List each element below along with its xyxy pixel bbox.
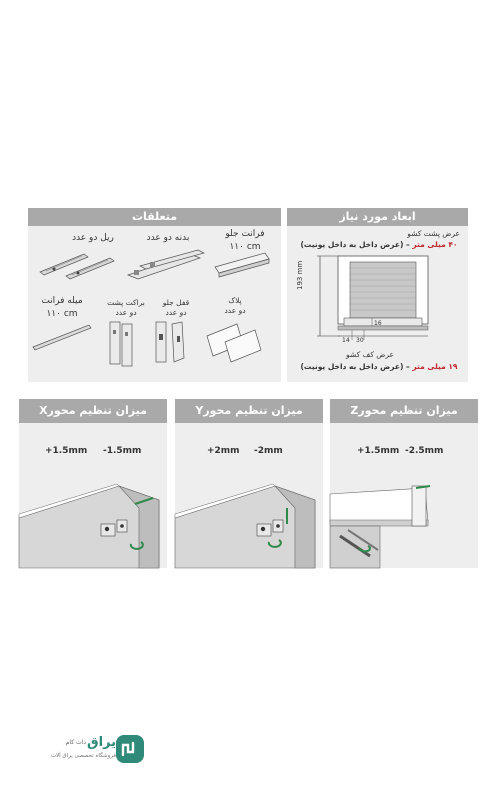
lock-illustration [152,318,192,368]
adjust-x-minus: -1.5mm [103,446,142,456]
accessory-rails-label: ریل دو عدد [72,233,114,243]
bottom-width-value: ۱۹ میلی متر [412,362,458,371]
adjust-z-plus: +1.5mm [357,446,400,456]
accessory-bracket-label: براکت پشت [107,298,145,307]
dim-16: 16 [374,320,382,327]
accessories-title: متعلقات [28,208,281,226]
sides-illustration [128,250,208,280]
bracket-illustration [108,320,138,370]
logo-tagline: فروشگاه تخصصی یراق آلات [50,753,116,759]
adjust-x-plus: +1.5mm [45,446,88,456]
bottom-width-note: – (عرض داخل به داخل یونیت) [300,362,410,371]
front-panel-illustration [215,253,275,283]
adjust-x-title: میزان تنظیم محورX [19,399,167,423]
accessory-lock-label: قفل جلو [162,298,190,307]
rod-illustration [33,323,93,353]
logo-brand: یراق [86,735,116,750]
adjust-y-illustration [175,484,323,568]
back-width-line [296,240,462,249]
adjust-z-minus: -2.5mm [405,446,444,456]
dimensions-title: ابعاد مورد نیاز [287,208,468,226]
accessory-bracket-sub: دو عدد [115,308,137,317]
adjust-z-title: میزان تنظیم محورZ [330,399,478,423]
back-width-note: – (عرض داخل به داخل یونیت) [300,240,410,249]
adjust-y-plus: +2mm [207,446,240,456]
bottom-width-label: عرض کف کشو [346,350,394,359]
logo-suffix: دات کام [65,739,86,746]
adjust-y-minus: -2mm [254,446,283,456]
height-dimension: 193 mm [296,260,304,290]
logo-icon [116,735,144,763]
bottom-width-line [296,362,462,371]
accessory-plate-sub: دو عدد [224,306,246,315]
back-width-value: ۴۰ میلی متر [412,240,458,249]
accessory-front-length: ۱۱۰ cm [229,242,261,252]
accessory-lock-sub: دو عدد [165,308,187,317]
accessory-front-label: فرانت جلو [225,229,265,239]
back-width-label: عرض پشت کشو [407,229,460,238]
accessory-plate-label: پلاک [228,296,242,305]
logo [40,733,150,773]
accessory-rod-length: ۱۱۰ cm [46,309,78,319]
rails-illustration [40,250,120,280]
accessory-rod-label: میله فرانت [41,296,83,306]
dim-30: 30 [356,337,364,344]
adjust-x-illustration [19,484,167,568]
plates-illustration [205,322,265,362]
drawer-dimension-diagram [312,254,432,354]
accessory-sides-label: بدنه دو عدد [146,233,190,243]
adjust-z-illustration [330,484,478,568]
dim-14: 14 [342,337,350,344]
adjust-y-title: میزان تنظیم محورY [175,399,323,423]
